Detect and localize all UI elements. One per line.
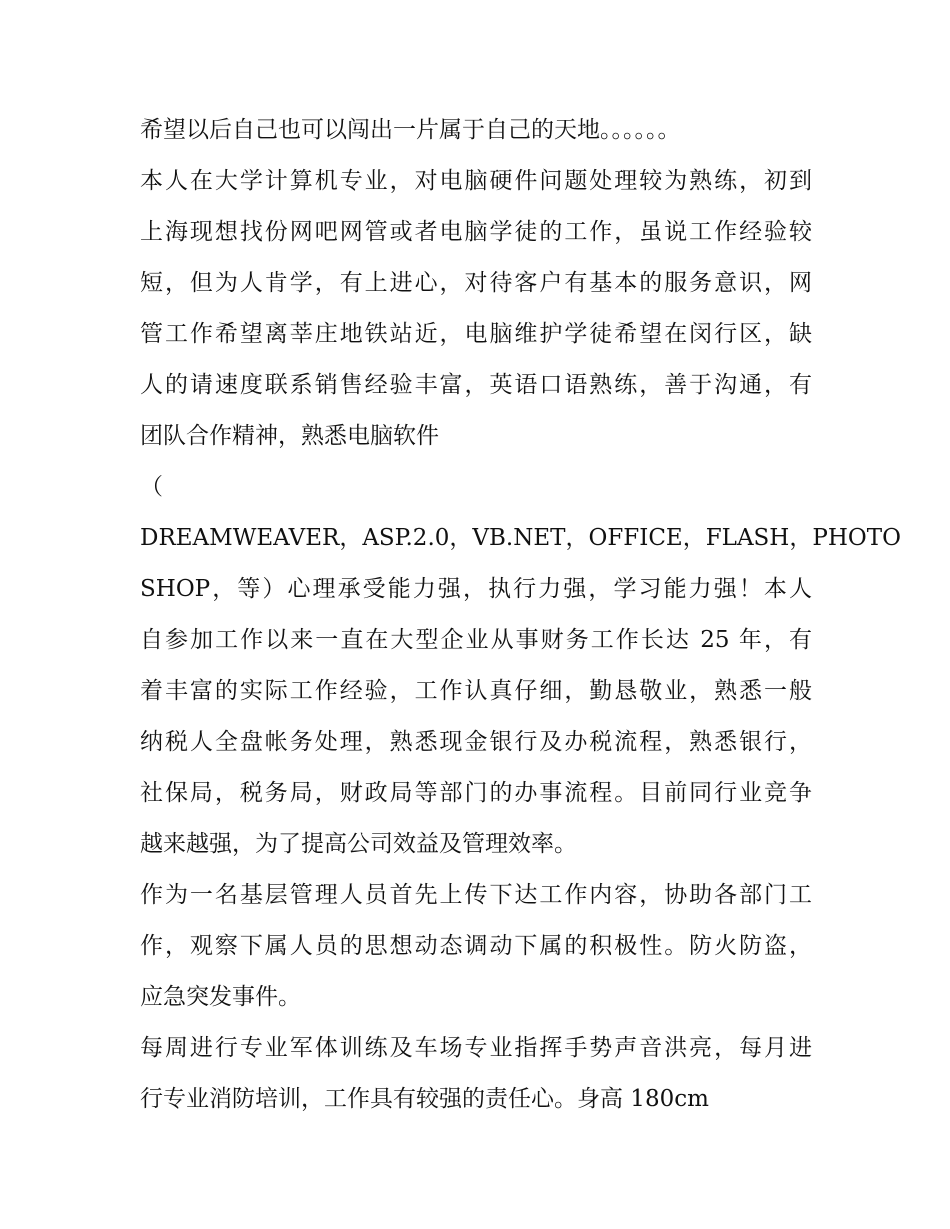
text-line: 短，但为人肯学，有上进心，对待客户有基本的服务意识，网: [140, 270, 812, 296]
text-line: 社保局，税务局，财政局等部门的办事流程。目前同行业竞争: [140, 780, 812, 806]
document-body: [140, 105, 901, 1125]
text-line: 纳税人全盘帐务处理，熟悉现金银行及办税流程，熟悉银行，: [140, 729, 812, 755]
text-line: 行专业消防培训，工作具有较强的责任心。身高 180cm: [140, 1086, 709, 1112]
text-line: 希望以后自己也可以闯出一片属于自己的天地。。。。。。: [140, 117, 681, 143]
text-line: DREAMWEAVER，ASP.2.0，VB.NET，OFFICE，FLASH，PHOTO: [140, 525, 901, 551]
text-line: 作为一名基层管理人员首先上传下达工作内容，协助各部门工: [140, 882, 812, 908]
text-line: 着丰富的实际工作经验，工作认真仔细，勤恳敬业，熟悉一般: [140, 678, 812, 704]
text-line: 自参加工作以来一直在大型企业从事财务工作长达 25 年，有: [140, 627, 812, 653]
text-line: SHOP，等）心理承受能力强，执行力强，学习能力强！本人: [140, 576, 812, 602]
text-line: 团队合作精神，熟悉电脑软件: [140, 423, 439, 449]
text-line: （: [140, 474, 163, 500]
text-line: 作，观察下属人员的思想动态调动下属的积极性。防火防盗，: [140, 933, 812, 959]
text-line: 应急突发事件。: [140, 984, 301, 1010]
text-line: 上海现想找份网吧网管或者电脑学徒的工作，虽说工作经验较: [140, 219, 812, 245]
text-line: 本人在大学计算机专业，对电脑硬件问题处理较为熟练，初到: [140, 168, 812, 194]
text-line: 人的请速度联系销售经验丰富，英语口语熟练，善于沟通，有: [140, 372, 812, 398]
text-line: 每周进行专业军体训练及车场专业指挥手势声音洪亮，每月进: [140, 1035, 812, 1061]
text-line: 管工作希望离莘庄地铁站近，电脑维护学徒希望在闵行区，缺: [140, 321, 812, 347]
text-line: 越来越强，为了提高公司效益及管理效率。: [140, 831, 577, 857]
